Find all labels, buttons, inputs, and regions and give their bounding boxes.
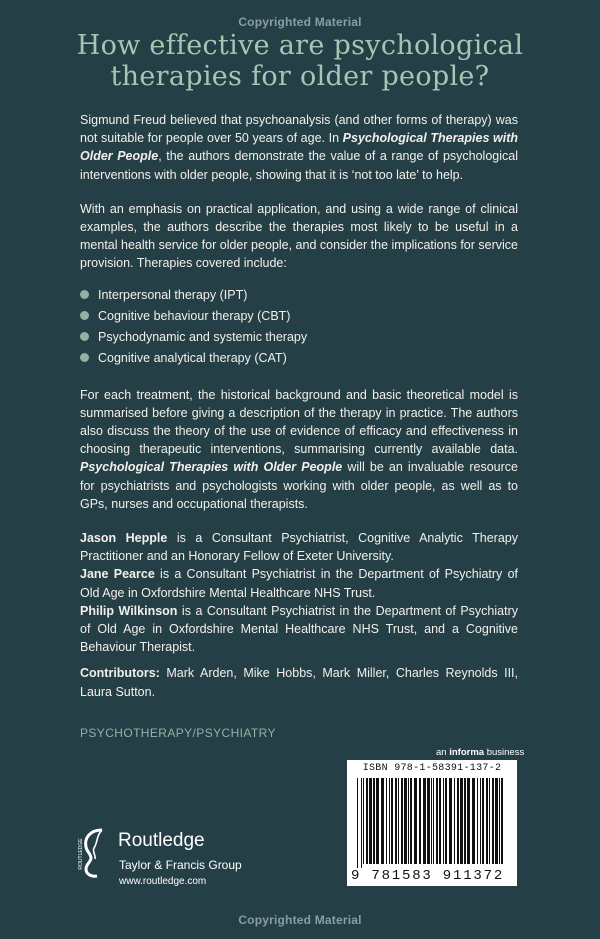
bullet-icon bbox=[80, 353, 89, 362]
author-name: Philip Wilkinson bbox=[80, 603, 178, 618]
contributors-names: Mark Arden, Mike Hobbs, Mark Miller, Charles Reynolds III, Laura Sutton. bbox=[80, 666, 518, 699]
summary-paragraph: For each treatment, the historical background and basic theoretical model is summarised before giving a description of the therapy in practice. The authors also discuss the theory of the use of evidence of efficacy and effectiveness in choosing therapeutic interventions, summarising currently available data. Psychological Therapies with Older People will be an invaluable resource for psychiatrists and psychologists working with older people, as well as to GPs, nurses and occupational therapists. bbox=[80, 387, 518, 511]
contributors bbox=[80, 664, 518, 700]
contributors-label: Contributors: bbox=[80, 666, 160, 681]
author-bio: Philip Wilkinson is a Consultant Psychiatrist in the Department of Psychiatry of Old Age in Oxfordshire Mental Healthcare NHS Trust, and a Cognitive Behaviour Therapist. bbox=[80, 603, 518, 655]
author-bios bbox=[80, 529, 518, 656]
isbn-label: ISBN 978-1-58391-137-2 bbox=[362, 763, 502, 774]
therapy-item: Psychodynamic and systemic therapy bbox=[80, 327, 518, 348]
author-name: Jane Pearce bbox=[80, 567, 155, 582]
headline-line-2: therapies for older people? bbox=[110, 61, 490, 92]
author-bio: Jane Pearce is a Consultant Psychiatrist in the Department of Psychiatry of Old Age in Oxfordshire Mental Healthcare NHS Trust. bbox=[80, 567, 518, 600]
intro-paragraph-1: Sigmund Freud believed that psychoanalysis (and other forms of therapy) was not suitable for people over 50 years of age. In Psychological Therapies with Older People, the authors demonstrate the value of a range of psychological interventions with older people, showing that it is ‘not too late’ to help. bbox=[80, 113, 518, 182]
author-name: Jason Hepple bbox=[80, 531, 168, 546]
book-title: Psychological Therapies with Older People bbox=[80, 460, 343, 475]
subject-category: PSYCHOTHERAPY/PSYCHIATRY bbox=[80, 726, 276, 740]
bullet-icon bbox=[80, 332, 89, 341]
intro-paragraph-2: With an emphasis on practical application, and using a wide range of clinical examples, the authors describe the therapies most likely to be useful in a mental health service for older people, and consider the implications for service provision. Therapies covered include: bbox=[80, 201, 518, 271]
publisher-group: Taylor & Francis Group bbox=[119, 858, 242, 872]
copyright-watermark-bottom: Copyrighted Material bbox=[238, 913, 362, 927]
book-title: Psychological Therapies with Older People bbox=[80, 131, 518, 164]
therapy-item: Cognitive analytical therapy (CAT) bbox=[80, 348, 518, 369]
publisher-name: Routledge bbox=[118, 830, 205, 851]
logo-wordmark: ROUTLEDGE bbox=[78, 838, 84, 870]
therapy-item: Interpersonal therapy (IPT) bbox=[80, 285, 518, 306]
publisher-url[interactable]: www.routledge.com bbox=[119, 876, 207, 887]
bullet-icon bbox=[80, 290, 89, 299]
informa-tagline: an informa business bbox=[436, 747, 525, 758]
headline bbox=[30, 30, 570, 92]
headline-line-1: How effective are psychological bbox=[76, 30, 524, 61]
bullet-icon bbox=[80, 311, 89, 320]
author-bio: Jason Hepple is a Consultant Psychiatrist, Cognitive Analytic Therapy Practitioner and an Honorary Fellow of Exeter University. bbox=[80, 531, 518, 564]
isbn-barcode bbox=[347, 760, 517, 886]
therapy-list bbox=[80, 285, 518, 369]
blurb bbox=[80, 111, 518, 717]
routledge-logo-icon bbox=[80, 828, 110, 878]
copyright-watermark-top: Copyrighted Material bbox=[238, 15, 362, 29]
barcode-digits: 9 781583 911372 bbox=[351, 868, 505, 884]
therapy-item: Cognitive behaviour therapy (CBT) bbox=[80, 306, 518, 327]
